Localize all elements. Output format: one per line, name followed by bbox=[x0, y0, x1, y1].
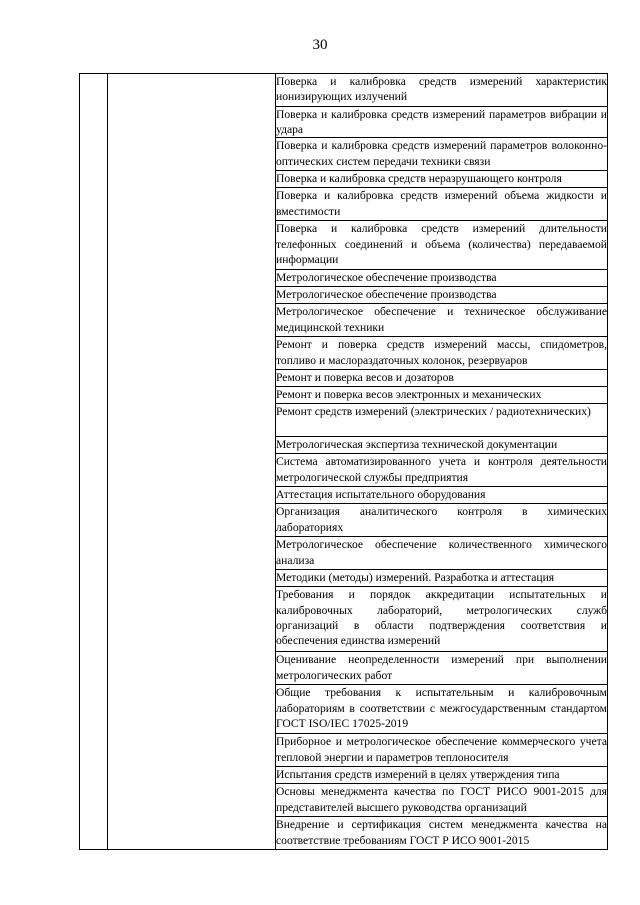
course-title-cell: Ремонт средств измерений (электрических / радиотехнических) bbox=[276, 404, 608, 437]
course-title-cell: Поверка и калибровка средств измерений параметров вибрации и удара bbox=[276, 108, 607, 137]
course-title-cell: Оценивание неопределенности измерений при выполнении метрологических работ bbox=[276, 652, 608, 685]
course-title-cell: Поверка и калибровка средств измерений параметров волоконно-оптических систем передачи техники связи bbox=[276, 138, 608, 171]
category-column-cell bbox=[108, 74, 276, 850]
course-title-cell: Метрологическое обеспечение количественного химического анализа bbox=[276, 537, 608, 570]
table-row bbox=[80, 74, 608, 107]
page-number: 30 bbox=[312, 37, 328, 53]
course-title-cell: Поверка и калибровка средств измерений объема жидкости и вместимости bbox=[276, 188, 608, 221]
course-title-cell: Требования и порядок аккредитации испытательных и калибровочных лабораторий, метрологических служб организаций в области подтверждения соответствия и обеспечения единства измерений bbox=[276, 587, 608, 652]
course-title-cell: Поверка и калибровка средств неразрушающего контроля bbox=[276, 171, 608, 188]
course-title-cell: Ремонт и поверка весов электронных и механических bbox=[276, 387, 608, 404]
course-title-cell: Основы менеджмента качества по ГОСТ РИСО 9001-2015 для представителей высшего руководства организаций bbox=[276, 784, 608, 817]
course-title-cell: Общие требования к испытательным и калибровочным лабораториям в соответствии с межгосударственным стандартом ГОСТ ISO/IEC 17025-2019 bbox=[276, 685, 608, 734]
course-title-cell: Поверка и калибровка средств измерений характеристик ионизирующих излучений bbox=[276, 74, 608, 107]
course-table bbox=[79, 73, 608, 850]
course-title-cell: Внедрение и сертификация систем менеджмента качества на соответствие требованиям ГОСТ Р ИСО 9001-2015 bbox=[276, 817, 608, 850]
course-title-cell: Ремонт и поверка средств измерений массы, спидометров, топливо и маслораздаточных колонок, резервуаров bbox=[276, 337, 608, 370]
course-title-cell: Метрологическая экспертиза технической документации bbox=[276, 437, 608, 454]
course-title-cell: Организация аналитического контроля в химических лабораториях bbox=[276, 504, 608, 537]
course-title-cell: Ремонт и поверка весов и дозаторов bbox=[276, 370, 608, 387]
course-title-cell: Приборное и метрологическое обеспечение коммерческого учета тепловой энергии и параметров теплоносителя bbox=[276, 734, 608, 767]
course-title-cell: Испытания средств измерений в целях утверждения типа bbox=[276, 767, 608, 784]
course-title-cell: Поверка и калибровка средств измерений длительности телефонных соединений и объема (количества) передаваемой информации bbox=[276, 221, 608, 270]
course-title-cell: Методики (методы) измерений. Разработка и аттестация bbox=[276, 570, 608, 587]
course-title-cell: Метрологическое обеспечение производства bbox=[276, 287, 608, 304]
course-title-cell: Аттестация испытательного оборудования bbox=[276, 487, 608, 504]
course-title-cell: Метрологическое обеспечение производства bbox=[276, 270, 608, 287]
course-title-cell: Метрологическое обеспечение и техническое обслуживание медицинской техники bbox=[276, 304, 608, 337]
course-table-body bbox=[80, 74, 608, 850]
course-title-cell: Система автоматизированного учета и контроля деятельности метрологической службы предприятия bbox=[276, 454, 608, 487]
index-column-cell bbox=[80, 74, 108, 850]
